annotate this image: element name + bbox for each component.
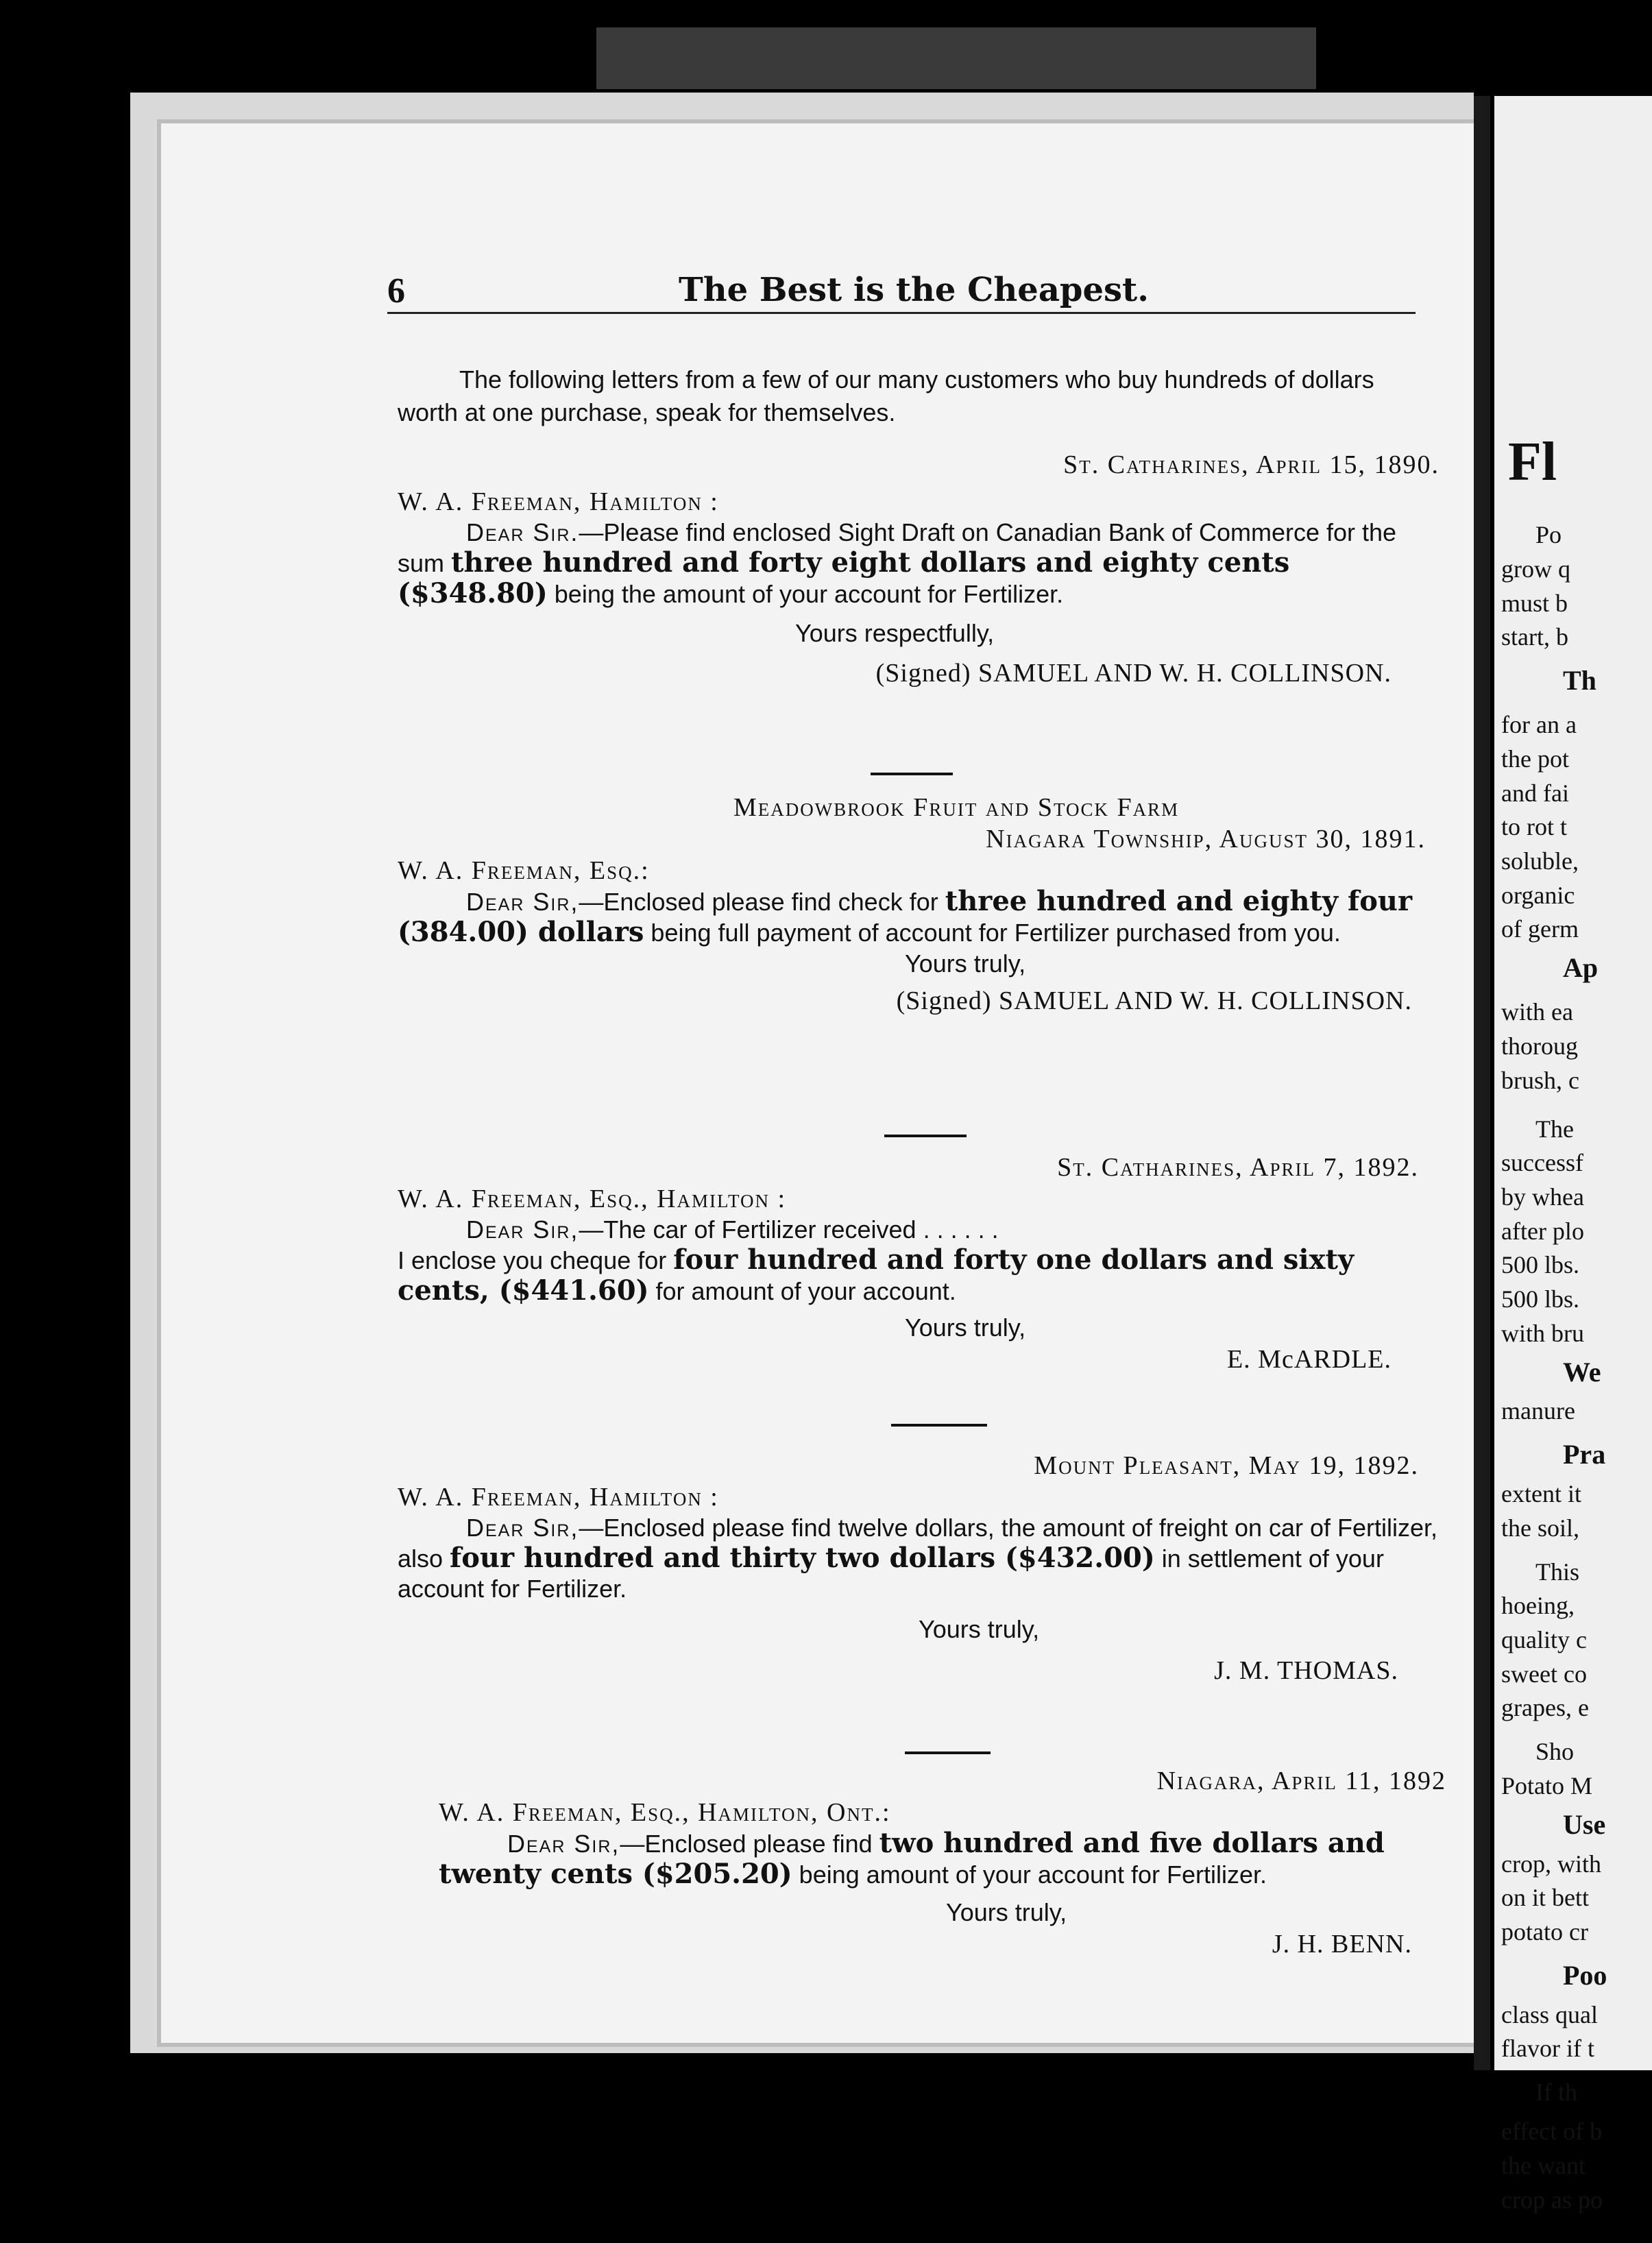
signature: E. McARDLE.: [1226, 1345, 1392, 1374]
letter-divider: [871, 773, 953, 775]
body-text: —Enclosed please find: [620, 1830, 879, 1858]
body-text: for amount of your account.: [648, 1277, 956, 1305]
page-header: [387, 271, 1416, 312]
facing-page-fragment: Use: [1563, 1808, 1606, 1840]
facing-page-fragment: grapes, e: [1501, 1694, 1589, 1722]
facing-page-fragment: We: [1563, 1356, 1601, 1387]
facing-page-fragment: start, b: [1501, 623, 1568, 651]
facing-page-fragment: crop as po: [1501, 2185, 1603, 2214]
facing-page-fragment: soluble,: [1501, 847, 1579, 875]
scanner-edge-strip: [596, 27, 1316, 89]
letter-body: [398, 518, 1440, 609]
facing-page-fragment: with bru: [1501, 1319, 1584, 1347]
facing-page-fragment: Po: [1535, 521, 1562, 549]
facing-page-fragment: to rot t: [1501, 813, 1567, 841]
amount-bold: three hundred and forty eight dollars and eighty cents ($348.80): [398, 546, 1290, 609]
place-date: Niagara, April 11, 1892: [1156, 1767, 1446, 1795]
facing-page-fragment: thoroug: [1501, 1032, 1578, 1060]
facing-page-fragment: effect of b: [1501, 2118, 1603, 2146]
facing-page-fragment: and fai: [1501, 779, 1569, 807]
facing-page-fragment: Th: [1563, 665, 1596, 696]
closing: Yours truly,: [919, 1615, 1040, 1643]
salutation: Dear Sir,: [466, 888, 579, 916]
place-date: St. Catharines, April 15, 1890.: [1063, 450, 1440, 479]
facing-page-fragment: Ap: [1563, 952, 1599, 984]
facing-page-fragment: Pra: [1563, 1439, 1606, 1470]
amount-bold: two hundred and five dollars and twenty cents ($205.20): [439, 1827, 1385, 1890]
letter-body: [398, 1215, 1440, 1245]
signature: (Signed) SAMUEL AND W. H. COLLINSON.: [875, 659, 1392, 688]
letter-5: [398, 1765, 1467, 1960]
facing-page-fragment: successf: [1501, 1149, 1583, 1177]
letter-3: [398, 1152, 1440, 1375]
body-text: being the amount of your account for Fertilizer.: [547, 580, 1064, 608]
addressee: W. A. Freeman, Esq., Hamilton :: [398, 1185, 787, 1213]
facing-page-fragment: with ea: [1501, 998, 1573, 1026]
facing-page-fragment: flavor if t: [1501, 2035, 1594, 2063]
facing-page-fragment: manure: [1501, 1397, 1575, 1425]
facing-page-fragment: on it bett: [1501, 1884, 1589, 1912]
facing-page-fragment: brush, c: [1501, 1066, 1579, 1094]
facing-page-fragment: hoeing,: [1501, 1592, 1575, 1620]
body-text: being full payment of account for Fertilizer purchased from you.: [644, 919, 1341, 947]
signature: (Signed) SAMUEL AND W. H. COLLINSON.: [896, 986, 1412, 1015]
place-date: Niagara Township, August 30, 1891.: [986, 825, 1426, 853]
facing-page-fragment: by whea: [1501, 1183, 1584, 1211]
salutation: Dear Sir,: [466, 1514, 579, 1542]
facing-page-fragment: the want: [1501, 2151, 1586, 2179]
facing-page-fragment: If th: [1535, 2078, 1577, 2107]
body-text: I enclose you cheque for: [398, 1246, 674, 1274]
closing: Yours truly,: [905, 1313, 1026, 1342]
letter-divider: [891, 1424, 987, 1427]
body-text: —Enclosed please find check for: [579, 888, 945, 916]
facing-page-fragment: of germ: [1501, 915, 1579, 943]
facing-page-fragment: must b: [1501, 589, 1568, 617]
addressee: W. A. Freeman, Hamilton :: [398, 487, 719, 516]
salutation: Dear Sir.: [466, 518, 579, 546]
facing-page-fragment: the pot: [1501, 744, 1569, 773]
amount-bold: three hundred and eighty four (384.00) dollars: [398, 885, 1413, 948]
letter-body-2: [398, 1245, 1440, 1307]
place-date: St. Catharines, April 7, 1892.: [1057, 1153, 1419, 1182]
running-title: The Best is the Cheapest.: [679, 271, 1149, 309]
facing-page-fragment: Sho: [1535, 1738, 1575, 1766]
intro-paragraph: The following letters from a few of our many customers who buy hundreds of dollars worth at one purchase, speak for themselves.: [398, 365, 1374, 426]
letter-1: [398, 449, 1440, 689]
letter-body: [398, 886, 1440, 948]
letter-body: [398, 1513, 1440, 1604]
salutation: Dear Sir,: [466, 1215, 579, 1244]
body-text: being amount of your account for Fertilizer.: [792, 1860, 1267, 1889]
facing-page-fragment: quality c: [1501, 1626, 1587, 1653]
facing-page-fragment: The: [1535, 1115, 1574, 1143]
body-text: —Enclosed please find twelve dollars, the amount of freight on car of Fertilizer, also: [398, 1514, 1438, 1573]
facing-page: [1494, 96, 1652, 2214]
body-text: —The car of Fertilizer received . . . . . .: [579, 1215, 999, 1244]
farm-name: Meadowbrook Fruit and Stock Farm: [733, 793, 1180, 822]
letter-divider: [905, 1751, 991, 1754]
addressee: W. A. Freeman, Hamilton :: [398, 1483, 719, 1512]
page-number: 6: [387, 271, 405, 311]
letter-body: [439, 1828, 1467, 1890]
book-gutter: [1474, 96, 1490, 2070]
facing-page-fragment: This: [1535, 1557, 1580, 1586]
facing-page-fragment: 500 lbs.: [1501, 1285, 1580, 1313]
facing-page-fragment: the soil,: [1501, 1514, 1579, 1542]
signature: J. H. BENN.: [1272, 1930, 1412, 1959]
facing-page-fragment: extent it: [1501, 1480, 1581, 1507]
facing-page-fragment: Fl: [1508, 431, 1557, 492]
salutation: Dear Sir,: [507, 1830, 620, 1858]
facing-page-fragment: sweet co: [1501, 1660, 1587, 1688]
facing-page-fragment: Potato M: [1501, 1772, 1593, 1799]
signature: J. M. THOMAS.: [1214, 1656, 1398, 1685]
facing-page-fragment: for an a: [1501, 711, 1577, 739]
addressee: W. A. Freeman, Esq., Hamilton, Ont.:: [439, 1798, 891, 1827]
facing-page-fragment: Poo: [1563, 1959, 1607, 1991]
header-rule: [387, 312, 1416, 314]
body-text: in settlement of your account for Fertilizer.: [398, 1544, 1384, 1603]
closing: Yours truly,: [946, 1898, 1067, 1926]
letter-4: [398, 1450, 1440, 1686]
addressee: W. A. Freeman, Esq.:: [398, 856, 650, 885]
facing-page-fragment: grow q: [1501, 555, 1570, 583]
place-date: Mount Pleasant, May 19, 1892.: [1034, 1451, 1419, 1480]
facing-page-fragment: after plo: [1501, 1217, 1584, 1245]
amount-bold: four hundred and forty one dollars and sixty cents, ($441.60): [398, 1244, 1355, 1307]
letter-divider: [884, 1135, 967, 1137]
facing-page-fragment: potato cr: [1501, 1918, 1588, 1945]
facing-page-fragment: organic: [1501, 881, 1575, 909]
closing: Yours respectfully,: [795, 619, 995, 647]
letter-2: [398, 792, 1440, 1017]
body-text: —Please find enclosed Sight Draft on Canadian Bank of Commerce for the sum: [398, 518, 1397, 577]
facing-page-fragment: class qual: [1501, 2000, 1598, 2028]
facing-page-fragment: 500 lbs.: [1501, 1251, 1580, 1279]
closing: Yours truly,: [905, 949, 1026, 978]
facing-page-fragment: crop, with: [1501, 1850, 1601, 1878]
amount-bold: four hundred and thirty two dollars ($432.00): [450, 1542, 1155, 1574]
